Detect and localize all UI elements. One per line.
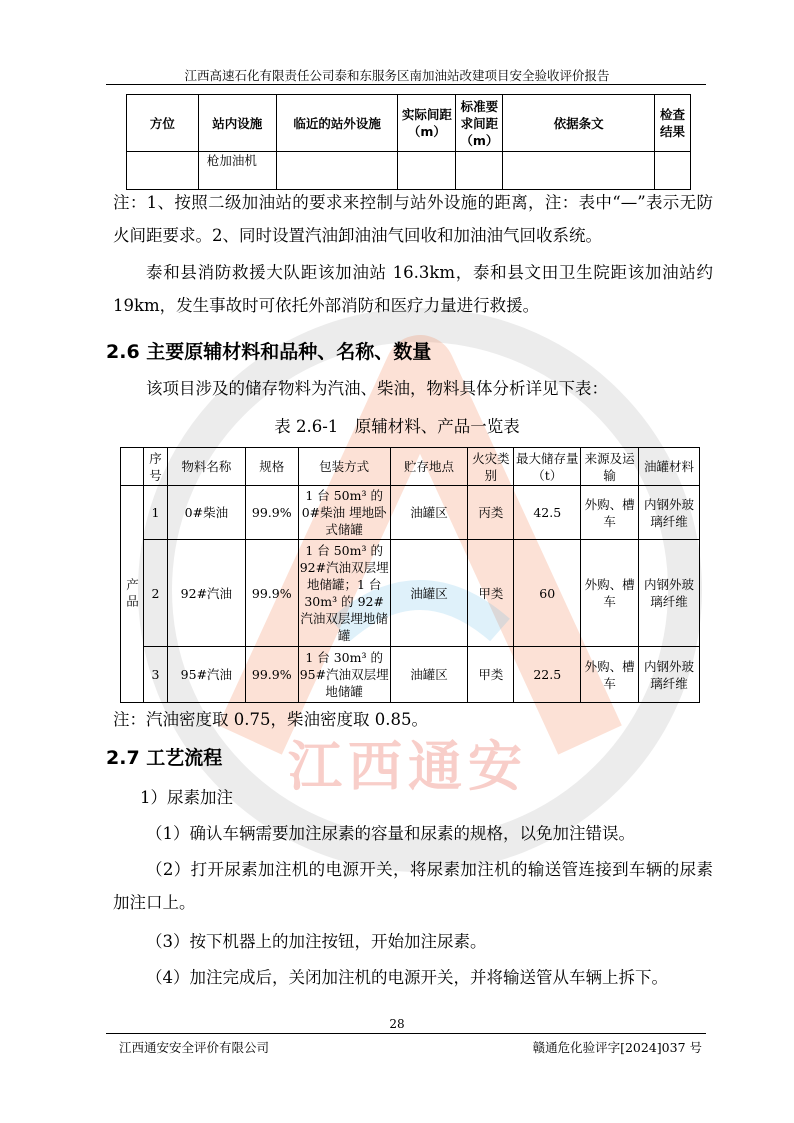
table-header-cell: 标准要求间距（m） — [456, 95, 503, 152]
header-divider — [106, 84, 706, 85]
table-header-cell: 依据条文 — [503, 95, 655, 152]
footer-company: 江西通安安全评价有限公司 — [119, 1040, 270, 1055]
table-header-cell: 油罐材料 — [639, 448, 700, 486]
header-title: 江西高速石化有限责任公司泰和东服务区南加油站改建项目安全验收评价报告 — [184, 68, 610, 83]
table-header-cell: 检查结果 — [655, 95, 691, 152]
table-cell: 95#汽油 — [167, 647, 245, 703]
table-cell: 油罐区 — [390, 540, 468, 647]
table-cell: 99.9% — [245, 486, 298, 540]
table-cell: 42.5 — [514, 486, 581, 540]
section-title-2-6: 2.6 主要原辅材料和品种、名称、数量 — [106, 341, 432, 363]
table-header-cell: 站内设施 — [198, 95, 276, 152]
table-cell: 99.9% — [245, 540, 298, 647]
group-label: 产品 — [121, 486, 144, 703]
table-caption: 表 2.6-1 原辅材料、产品一览表 — [274, 417, 520, 436]
table-cell: 99.9% — [245, 647, 298, 703]
table-cell: 3 — [143, 647, 167, 703]
materials-intro: 该项目涉及的储存物料为汽油、柴油，物料具体分析详见下表： — [146, 379, 608, 398]
table-cell: 1 — [143, 486, 167, 540]
table-cell: 2 — [143, 540, 167, 647]
table-cell: 内钢外玻璃纤维 — [639, 486, 700, 540]
table-cell — [456, 152, 503, 190]
materials-table — [120, 447, 700, 703]
density-note: 注：汽油密度取 0.75，柴油密度取 0.85。 — [113, 710, 428, 729]
table-header-cell: 规格 — [245, 448, 298, 486]
table-header-cell: 贮存地点 — [390, 448, 468, 486]
table-header-cell: 方位 — [127, 95, 199, 152]
table-cell: 1 台 30m³ 的 95#汽油双层埋地储罐 — [298, 647, 390, 703]
table-cell: 油罐区 — [390, 647, 468, 703]
process-step: （4）加注完成后，关闭加注机的电源开关，并将输送管从车辆上拆下。 — [146, 968, 668, 987]
table-header-cell — [121, 448, 144, 486]
table-cell: 甲类 — [468, 540, 514, 647]
table-header-cell: 火灾类别 — [468, 448, 514, 486]
table-cell: 丙类 — [468, 486, 514, 540]
page-number: 28 — [389, 1017, 405, 1031]
table-header-cell: 实际间距（m） — [398, 95, 456, 152]
table-cell: 外购、槽车 — [581, 486, 639, 540]
table-cell: 1 台 50m³ 的 0#柴油 埋地卧式储罐 — [298, 486, 390, 540]
table-cell: 枪加油机 — [198, 152, 276, 190]
section-title-2-7: 2.7 工艺流程 — [106, 747, 223, 769]
table-header-cell: 最大储存量（t） — [514, 448, 581, 486]
table-header-cell: 序号 — [143, 448, 167, 486]
table-cell — [127, 152, 199, 190]
table-cell: 92#汽油 — [167, 540, 245, 647]
process-step: （1）确认车辆需要加注尿素的容量和尿素的规格，以免加注错误。 — [146, 824, 635, 843]
footer-doc-number: 赣通危化验评字[2024]037 号 — [532, 1040, 702, 1055]
facility-distance-table — [126, 94, 691, 190]
table-cell — [398, 152, 456, 190]
distance-note: 注：1、按照二级加油站的要求来控制与站外设施的距离，注：表中“—”表示无防火间距要求。2、同时设置汽油卸油油气回收和加油油气回收系统。 — [113, 193, 713, 245]
table-cell: 0#柴油 — [167, 486, 245, 540]
table-header-cell: 临近的站外设施 — [276, 95, 398, 152]
table-cell: 外购、槽车 — [581, 647, 639, 703]
table-cell: 1 台 50m³ 的 92#汽油双层埋地储罐；1 台 30m³ 的 92#汽油双层埋地储罐 — [298, 540, 390, 647]
table-cell — [655, 152, 691, 190]
table-cell — [503, 152, 655, 190]
table-header-cell: 物料名称 — [167, 448, 245, 486]
table-cell: 油罐区 — [390, 486, 468, 540]
subsection-urea: 1）尿素加注 — [140, 788, 233, 807]
watermark-text: 江西通安 — [288, 735, 528, 798]
process-step: （3）按下机器上的加注按钮，开始加注尿素。 — [146, 932, 487, 951]
table-cell — [276, 152, 398, 190]
rescue-paragraph: 泰和县消防救援大队距该加油站 16.3km，泰和县文田卫生院距该加油站约 19km，发生事故时可依托外部消防和医疗力量进行救援。 — [113, 263, 713, 315]
table-header-cell: 包装方式 — [298, 448, 390, 486]
table-cell: 内钢外玻璃纤维 — [639, 647, 700, 703]
table-cell: 甲类 — [468, 647, 514, 703]
table-cell: 外购、槽车 — [581, 540, 639, 647]
table-header-cell: 来源及运输 — [581, 448, 639, 486]
footer-divider — [106, 1033, 706, 1034]
table-cell: 内钢外玻璃纤维 — [639, 540, 700, 647]
process-step: （2）打开尿素加注机的电源开关，将尿素加注机的输送管连接到车辆的尿素加注口上。 — [113, 860, 713, 912]
table-cell: 60 — [514, 540, 581, 647]
table-cell: 22.5 — [514, 647, 581, 703]
